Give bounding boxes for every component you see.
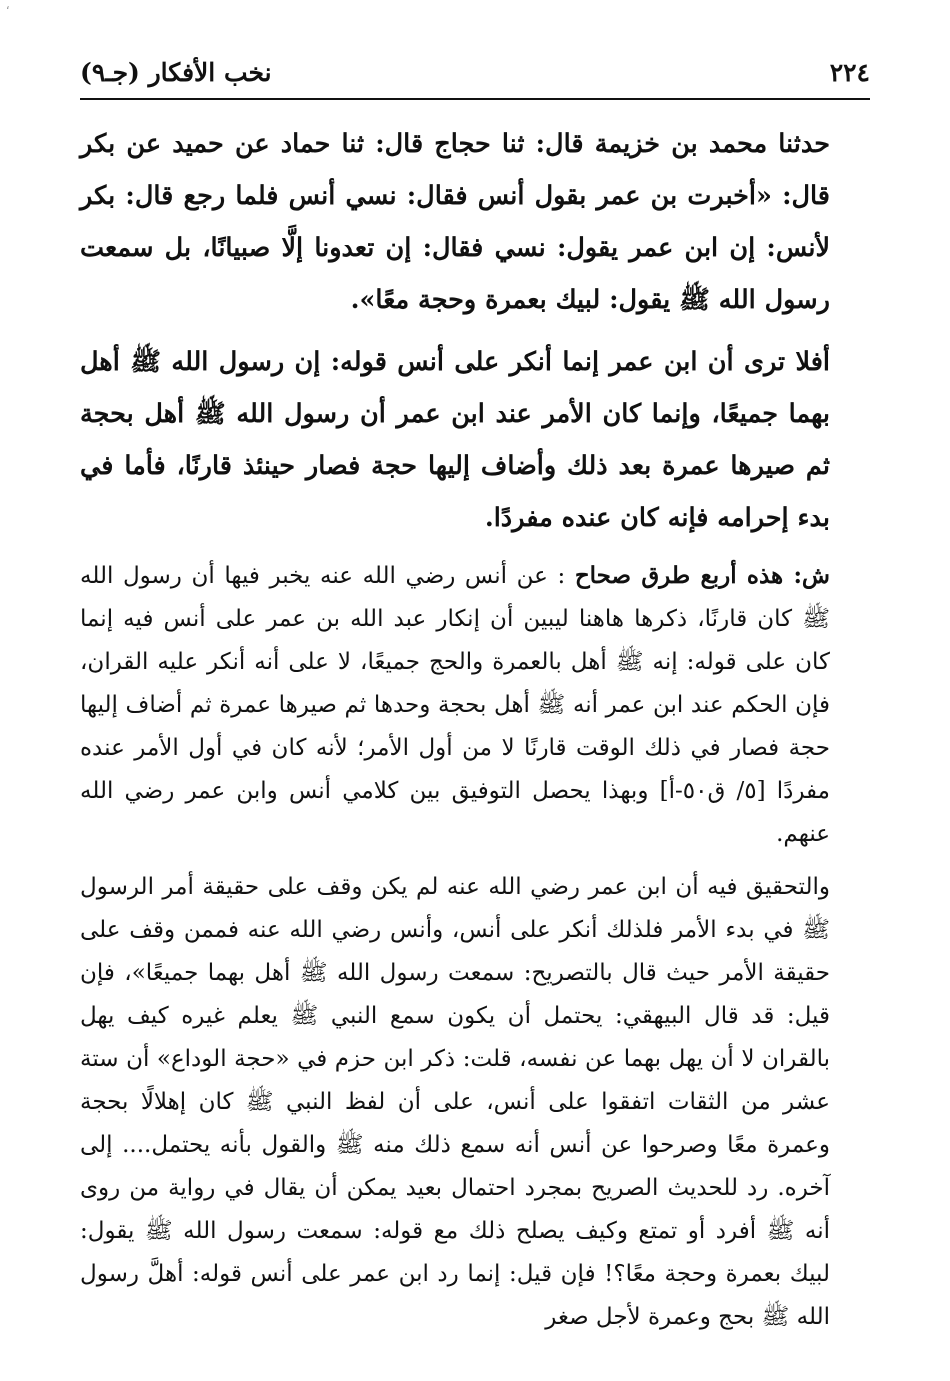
page-header (80, 52, 870, 92)
commentary-paragraph (80, 336, 870, 544)
investigation-paragraph (80, 866, 870, 1339)
page-body (80, 118, 870, 1349)
hadith-chain-paragraph (80, 118, 870, 326)
scan-mark: ‘ (6, 4, 10, 18)
paragraph-text: : عن أنس رضي الله عنه يخبر فيها أن رسول الله ﷺ كان قارنًا، ذكرها هاهنا ليبين أن إنكار عبد الله بن عمر على أنس فيه إنما كان على قوله: إنه ﷺ أهل بالعمرة والحج جميعًا، لا على أنه أنكر عليه القران، فإن الحكم عند ابن عمر أنه ﷺ أهل بحجة وحدها ثم صيرها عمرة ثم أضاف إليها حجة فصار في ذلك الوقت قارنًا لا من أول الأمر؛ لأنه كان في أول الأمر عنده مفردًا [٥/ ق٥٠-أ] وبهذا يحصل التوفيق بين كلامي أنس وابن عمر رضي الله عنهم. (80, 563, 830, 847)
page-number: ٢٢٤ (829, 57, 870, 87)
paragraph-text: أفلا ترى أن ابن عمر إنما أنكر على أنس قوله: إن رسول الله ﷺ أهل بهما جميعًا، وإنما كان الأمر عند ابن عمر أن رسول الله ﷺ أهل بحجة ثم صيرها عمرة بعد ذلك وأضاف إليها حجة فصار حينئذ قارنًا، فأما في بدء إحرامه فإنه كان عنده مفردًا. (80, 347, 830, 533)
paragraph-lead: ش: هذه أربع طرق صحاح (574, 562, 831, 589)
paragraph-text: حدثنا محمد بن خزيمة قال: ثنا حجاج قال: ثنا حماد عن حميد عن بكر قال: «أخبرت بن عمر بقول أنس فقال: نسي أنس فلما رجع قال: بكر لأنس: إن ابن عمر يقول: نسي فقال: إن تعدونا إلَّا صبيانًا، بل سمعت رسول الله ﷺ يقول: لبيك بعمرة وحجة معًا». (80, 129, 830, 315)
explanation-paragraph (80, 554, 870, 856)
book-title: نخب الأفكار (جـ٩) (80, 57, 272, 87)
header-divider (80, 98, 870, 100)
paragraph-text: والتحقيق فيه أن ابن عمر رضي الله عنه لم يكن وقف على حقيقة أمر الرسول ﷺ في بدء الأمر فلذلك أنكر على أنس، وأنس رضي الله عنه فممن وقف على حقيقة الأمر حيث قال بالتصريح: سمعت رسول الله ﷺ أهل بهما جميعًا»، فإن قيل: قد قال البيهقي: يحتمل أن يكون سمع النبي ﷺ يعلم غيره كيف يهل بالقران لا أن يهل بهما عن نفسه، قلت: ذكر ابن حزم في «حجة الوداع» أن ستة عشر من الثقات اتفقوا على أنس، على أن لفظ النبي ﷺ كان إهلالًا بحجة وعمرة معًا وصرحوا عن أنس أنه سمع ذلك منه ﷺ والقول بأنه يحتمل.... إلى آخره. رد للحديث الصريح بمجرد احتمال بعيد يمكن أن يقال في رواية من روى أنه ﷺ أفرد أو تمتع وكيف يصلح ذلك مع قوله: سمعت رسول الله ﷺ يقول: لبيك بعمرة وحجة معًا؟! فإن قيل: إنما رد ابن عمر على أنس قوله: أهلَّ رسول الله ﷺ بحج وعمرة لأجل صغر (80, 874, 830, 1330)
